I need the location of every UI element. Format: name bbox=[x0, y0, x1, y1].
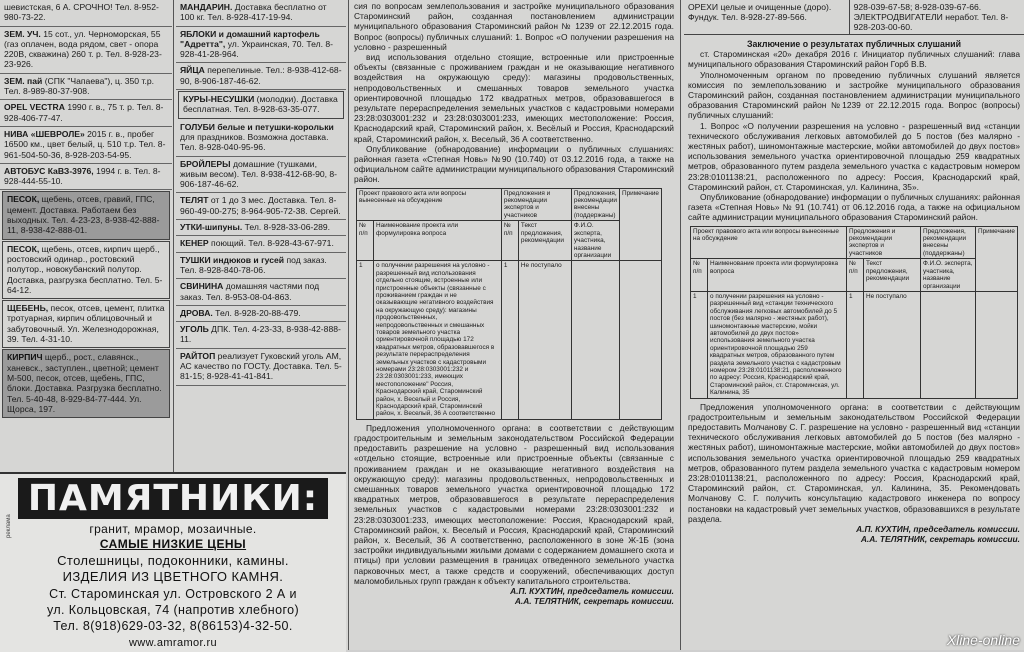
hearing-conclusion-2 bbox=[684, 0, 1024, 650]
table-header: Наименование проекта или формулировка вопроса bbox=[374, 221, 502, 261]
classified-ad: ОРЕХИ целые и очищенные (доро). Фундук. Тел. 8-928-27-89-566. bbox=[684, 0, 850, 34]
table-cell: Не поступало bbox=[518, 261, 571, 420]
signature: А.А. ТЕЛЯТНИК, секретарь комиссии. bbox=[514, 596, 674, 607]
classified-ad bbox=[2, 241, 170, 299]
ad-text: Тел. 8-928-20-88-479. bbox=[212, 307, 301, 318]
ad-text: для праздников. Возможна доставка. Тел. 8-928-040-95-96. bbox=[180, 131, 329, 153]
ad-line: Столешницы, подоконники, камины. bbox=[57, 553, 289, 568]
paragraph: Опубликование (обнародование) информации о публичных слушаниях: районная газета «Степная Новь» №90 (10.740) от 03.12.2016 года, а также на официальном сайте администрации муниципального образования Староминский район. bbox=[354, 143, 674, 185]
table-header: Проект правового акта или вопросы вынесенные на обсуждение bbox=[357, 188, 502, 221]
classified-ad bbox=[176, 349, 346, 386]
table-header: Примечание bbox=[620, 188, 662, 261]
ad-heading: КУРЫ-НЕСУШКИ bbox=[183, 94, 255, 105]
paragraph: Уполномоченным органом по проведению публичных слушаний является комиссия по землепользованию и застройке муниципального образования Староминский район, созданная постановлением администрации муниципального образования Староминский район №1239 от 22.12.2015 года. Вопрос (вопросы) публичных слушаний: bbox=[688, 69, 1020, 121]
table-row bbox=[691, 291, 1018, 398]
ad-heading: КИРПИЧ bbox=[7, 352, 43, 363]
ad-heading: МАНДАРИН. bbox=[180, 2, 233, 12]
table-cell: 1 bbox=[501, 261, 518, 420]
proposals-table bbox=[356, 188, 662, 420]
ad-text: щерб., рост., славянск., ханевск., заступлен., цветной; цемент М-500, песок, отсев, щебень, ГПС, блоки. Доставка. Разгрузка бесплатно. Тел. 5-40-48, 8-929-84-77-444. Ул. Щорса, 197. bbox=[7, 352, 162, 414]
ad-address: Ст. Староминская ул. Островского 2 А и bbox=[49, 587, 297, 601]
paragraph: ст. Староминская «20» декабря 2016 г. Инициатор публичных слушаний: глава муниципального образования Староминский район Горб В.В. bbox=[688, 49, 1020, 70]
ad-text: 2015 г. в., пробег 16500 км., цвет белый, ц. 510 т.р. Тел. 8-961-504-50-36, 8-928-203-54-95. bbox=[4, 128, 166, 160]
classified-ad bbox=[176, 193, 346, 220]
classified-ad bbox=[0, 27, 172, 74]
table-header: Проект правового акта или вопросы вынесенные на обсуждение bbox=[691, 226, 847, 259]
ad-heading: РАЙТОП bbox=[180, 350, 216, 361]
ad-heading: ГОЛУБИ белые и петушки-корольки bbox=[180, 121, 334, 132]
classified-ad bbox=[0, 164, 172, 191]
ad-heading: УТКИ-шипуны. bbox=[180, 222, 243, 233]
paragraph: Опубликование (обнародование) информации о публичных слушаниях: районная газета «Степная Новь» № 91 (10.741) от 06.12.2016 года, а также на официальном сайте администрации муниципального образования Староминский район. bbox=[688, 192, 1020, 223]
ad-text: (молодки). Доставка бесплатная. Тел. 8-928-63-35-077. bbox=[183, 94, 338, 115]
classifieds-column-2 bbox=[176, 0, 346, 470]
paragraph: Предложения уполномоченного органа: в соответствии с действующим градостроительным и земельным законодательством Российской Федерации предоставить разрешение на условно - разрешенный вид использования «отдельно стоящие, встроенные или пристроенные объекты (связанные с проживанием граждан и не оказывающие негативного воздействия на окружающую среду): магазины продовольственных, непродовольственных и смешанных товаров земельного участка ориентировочной площадью 172 квадратных метров, образовавшегося в результате перераспределения земельных участков с кадастровыми номерами 23:28:0303001:232 и 23:28:0303001:233, имеющих местоположение: Россия, Краснодарский край, Староминский район, х. Веселый и Россия, Краснодарский край, Староминский район, х. Веселый, 36 А соответственно, расположенного в зоне Ж-1Б (зона застройки индивидуальными жилыми домами с содержанием домашнего скота и птицы) при условии размещения в границах отведенного земельного участка парковочных мест, а также средств и сооружений, обеспечивающих доступ маломобильных групп граждан к объекту капитального строительства. bbox=[354, 422, 674, 586]
classified-ad bbox=[0, 127, 172, 164]
proposals-table bbox=[690, 226, 1018, 399]
classified-ad bbox=[2, 349, 170, 418]
table-header: Ф.И.О. эксперта, участника, название организации bbox=[921, 259, 976, 292]
ad-text: домашние (тушками, живым весом). Тел. 8-938-412-68-90, 8-906-187-46-62. bbox=[180, 158, 338, 190]
ad-address: ул. Кольцовская, 74 (напротив хлебного) bbox=[46, 603, 300, 617]
classified-ad: 928-039-67-58; 8-928-039-67-66. ЭЛЕКТРОДВИГАТЕЛИ неработ. Тел. 8-928-203-00-60. bbox=[853, 2, 1009, 32]
paragraph: 1. Вопрос «О получении разрешения на условно - разрешенный вид «станции технического обслуживания легковых автомобилей до 5 постов (без малярно - жестяных работ), шиномонтажные мастерские, мойки автомобилей до двух постов» использования земельного участка ориентировочной площадью 259 квадратных метров, образованного путем раздела земельного участка с кадастровым номером 23:28:0101138:21, расположенного по адресу: Россия, Краснодарский край, Староминский район, ст. Староминская, ул. Калинина, 35». bbox=[688, 120, 1020, 192]
classified-ad bbox=[176, 236, 346, 252]
column-divider bbox=[348, 0, 349, 650]
ad-heading: ЯЙЦА bbox=[180, 65, 205, 76]
signature: А.П. КУХТИН, председатель комиссии. bbox=[510, 586, 674, 597]
classifieds-column-1 bbox=[0, 0, 172, 470]
ad-text: песок, отсев, цемент, плитка тротуарная, кирпич облицовочный и забутовочный. Ул. Железнодорожная, 39. Тел. 4-31-10. bbox=[7, 303, 165, 345]
ad-text: 1990 г. в., 75 т. р. Тел. 8-928-406-77-47. bbox=[4, 102, 164, 123]
table-row bbox=[357, 261, 662, 420]
ad-text: Доставка бесплатно от 100 кг. Тел. 8-928-417-19-94. bbox=[180, 2, 327, 23]
table-header: № п/п bbox=[847, 259, 864, 292]
ad-heading: КЕНЕР bbox=[180, 238, 209, 249]
table-header: Предложения и рекомендации экспертов и участников bbox=[847, 226, 921, 259]
ad-heading: ТУШКИ индюков и гусей bbox=[180, 254, 285, 265]
ad-phone: Тел. 8(918)629-03-32, 8(86153)4-32-50. bbox=[53, 619, 293, 633]
table-header: Текст предложения, рекомендации bbox=[864, 259, 921, 292]
table-header: № п/п bbox=[501, 221, 518, 261]
table-cell bbox=[571, 261, 619, 420]
table-cell: 1 bbox=[847, 291, 864, 398]
ad-text: шевистская, 6 А. СРОЧНО! Тел. 8-952-980-73-22. bbox=[4, 2, 159, 23]
signature: А.А. ТЕЛЯТНИК, секретарь комиссии. bbox=[860, 534, 1020, 545]
ad-marker: реклама bbox=[6, 514, 12, 538]
column-divider bbox=[680, 0, 681, 650]
ad-heading: ПЕСОК, bbox=[7, 243, 40, 254]
hearing-conclusion-1 bbox=[350, 0, 678, 650]
ad-heading: ЗЕМ. пай bbox=[4, 75, 43, 86]
ad-line: гранит, мрамор, мозаичные. bbox=[89, 522, 257, 536]
paragraph: Предложения уполномоченного органа: в соответствии с действующим градостроительным и земельным законодательством Российской Федерации предоставить Молчанову С. Г. разрешение на условно - разрешенный вид «станции технического обслуживания легковых автомобилей до 5 постов (без малярно - жестяных работ), шиномонтажные мастерские, мойки автомобилей до двух постов» использования земельного участка ориентировочной площадью 259 квадратных метров, образованного путем раздела земельного участка с кадастровым номером 23:28:0101138:21, расположенного по адресу: Россия, Краснодарский край, Староминский район, ст. Староминская, ул. Калинина, 35. Рекомендовать Молчанову С. Г. получить консультацию кадастрового инженера по вопросу постановки на кадастровый учет земельных участков, образовавшихся в результате раздела. bbox=[688, 401, 1020, 524]
ad-heading: ЩЕБЕНЬ, bbox=[7, 303, 49, 314]
classified-ad bbox=[176, 120, 346, 157]
ad-heading: ЗЕМ. УЧ. bbox=[4, 28, 41, 39]
top-classifieds bbox=[684, 0, 1024, 35]
paragraph: вид использования отдельно стоящие, встроенные или пристроенные объекты (связанные с проживанием граждан и не оказывающие негативного воздействия на окружающую среду): магазины продовольственных, непродовольственных и смешанных товаров земельного участка ориентировочной площадью 172 квадратных метров, образовавшегося в результате перераспределения земельных участков с кадастровыми номерами 23:28:0303001:232 и 23:28:0303001:233, имеющих местоположение: Россия, Краснодарский край, Староминский район, х. Весёлый и Россия, Краснодарский край, Староминский район, х. Веселый, 36 А соответственно. bbox=[354, 52, 674, 144]
classified-ad bbox=[178, 91, 344, 119]
classified-ad bbox=[176, 157, 346, 194]
ad-line: САМЫЕ НИЗКИЕ ЦЕНЫ bbox=[99, 537, 247, 551]
ad-heading: АВТОБУС КаВЗ-3976, bbox=[4, 165, 94, 176]
ad-text: перепелиные. Тел.: 8-938-412-68-90, 8-906-187-46-62. bbox=[180, 65, 342, 86]
table-cell: о получении разрешения на условно - разрешенный вид «станции технического обслуживания легковых автомобилей до 5 постов (без малярно - жестяных работ), шиномонтажные мастерские, мойки автомобилей до двух постов» использования земельного участка ориентировочной площадью 259 квадратных метров, образованного путем раздела земельного участка с кадастровым номером 23:28:0101138:21, расположенного по адресу: Россия, Краснодарский край, Староминский район, ст. Староминская, ул. Калинина, 35 bbox=[708, 291, 847, 398]
table-header: Ф.И.О. эксперта, участника, название организации bbox=[571, 221, 619, 261]
ad-heading: OPEL VECTRA bbox=[4, 102, 65, 113]
table-cell bbox=[976, 291, 1018, 398]
classified-ad bbox=[176, 279, 346, 306]
ad-text: домашняя частями под заказ. Тел. 8-953-08-04-863. bbox=[180, 281, 320, 302]
table-cell: о получении разрешения на условно - разрешенный вид использования отдельно стоящие, встроенные или пристроенные объекты (связанные с проживанием граждан и не оказывающие негативного воздействия на окружающую среду): магазины продовольственных, непродовольственных и смешанных товаров земельного участка ориентировочной площадью 172 квадратных метров, образовавшегося в результате перераспределения земельных участков с кадастровыми номерами 23:28:0303001:232 и 23:28:0303001:233, имеющих местоположение" Россия, Краснодарский край, Староминский район, х. Веселый и Россия, Краснодарский край, Староминский район, х. Веселый, 36 А соответственно bbox=[374, 261, 502, 420]
table-cell: 1 bbox=[357, 261, 374, 420]
ad-text: ул. Украинская, 70. Тел. 8-928-41-28-964. bbox=[180, 38, 334, 60]
monument-advertisement bbox=[0, 472, 346, 652]
ad-text: щебень, отсев, кирпич щерб., ростовский одинар., ростовский полутор., новокубанский полутор. Доставка, разгрузка бесплатно. Тел. 5-64-12. bbox=[7, 243, 163, 295]
classified-ad bbox=[176, 322, 346, 349]
table-cell: 1 bbox=[691, 291, 708, 398]
ad-heading: УГОЛЬ bbox=[180, 324, 209, 335]
ad-heading: БРОЙЛЕРЫ bbox=[180, 158, 231, 169]
classified-ad bbox=[176, 0, 346, 27]
ad-text: реализует Гуковский уголь АМ, АС качество по ГОСТу. Доставка. Тел. 5-81-15; 8-928-41-41-841. bbox=[180, 350, 342, 382]
classified-ad bbox=[176, 220, 346, 236]
table-header: № п/п bbox=[357, 221, 374, 261]
ad-heading: ЯБЛОКИ и домашний картофель "Адретта", bbox=[180, 28, 320, 49]
section-heading: Заключение о результатах публичных слушаний bbox=[746, 39, 961, 49]
classified-ad bbox=[176, 306, 346, 322]
ad-heading: СВИНИНА bbox=[180, 281, 224, 292]
classified-ad bbox=[2, 300, 170, 348]
table-header: Предложения, рекомендации внесены (поддержаны) bbox=[571, 188, 619, 221]
table-cell bbox=[921, 291, 976, 398]
ad-heading: ТЕЛЯТ bbox=[180, 195, 209, 206]
table-header: № п/п bbox=[691, 259, 708, 292]
signature: А.П. КУХТИН, председатель комиссии. bbox=[856, 524, 1020, 535]
watermark: Xline-online bbox=[946, 632, 1020, 648]
classified-ad bbox=[176, 27, 346, 64]
ad-text: Тел. 8-928-33-06-289. bbox=[242, 222, 331, 233]
classified-ad bbox=[176, 63, 346, 90]
ad-text: 1994 г. в. Тел. 8-928-444-55-10. bbox=[4, 165, 161, 187]
ad-title: ПАМЯТНИКИ: bbox=[0, 478, 346, 519]
classified-ad bbox=[0, 100, 172, 127]
ad-text: щебень, отсев, гравий, ГПС, цемент. Доставка. Работаем без выходных. Тел. 4-23-23, 8-938-42-888-11, 8-938-42-888-01. bbox=[7, 194, 160, 236]
table-header: Предложения, рекомендации внесены (поддержаны) bbox=[921, 226, 976, 259]
ad-text: 15 сот., ул. Черноморская, 55 (газ оплачен, вода рядом, свет - опора 220В, скважина) 260 т. р. Тел. 8-928-23-23-926. bbox=[4, 28, 162, 70]
ad-text: (СПК "Чапаева"), ц. 350 т.р. Тел. 8-989-80-37-908. bbox=[4, 75, 155, 97]
ad-line: ИЗДЕЛИЯ ИЗ ЦВЕТНОГО КАМНЯ. bbox=[62, 569, 284, 584]
table-cell bbox=[620, 261, 662, 420]
table-header: Наименование проекта или формулировка вопроса bbox=[708, 259, 847, 292]
ad-text: от 1 до 3 мес. Доставка. Тел. 8-960-49-00-275; 8-964-905-72-38. Сергей. bbox=[180, 195, 341, 216]
table-header: Текст предложения, рекомендации bbox=[518, 221, 571, 261]
classified-ad bbox=[0, 74, 172, 101]
table-header: Предложения и рекомендации экспертов и участников bbox=[501, 188, 571, 221]
ad-text: под заказ. Тел. 8-928-840-78-06. bbox=[180, 254, 327, 275]
ad-heading: ПЕСОК, bbox=[7, 194, 40, 205]
ad-website: www.amramor.ru bbox=[128, 637, 218, 649]
ad-heading: НИВА «ШЕВРОЛЕ» bbox=[4, 128, 85, 139]
classified-ad bbox=[0, 0, 172, 27]
ad-text: поющий. Тел. 8-928-43-67-971. bbox=[208, 238, 334, 249]
ad-heading: ДРОВА. bbox=[180, 307, 213, 318]
ad-text: ДПК. Тел. 4-23-33, 8-938-42-888-11. bbox=[180, 324, 341, 345]
table-cell: Не поступало bbox=[864, 291, 921, 398]
paragraph: сия по вопросам землепользования и застройке муниципального образования Староминский район, созданная постановлением администрации муниципального образования Староминский район № 1239 от 22.12.2015 года. Вопрос (вопросы) публичных слушаний: 1. Вопрос «О получении разрешения на условно - разрешенный bbox=[354, 1, 674, 52]
table-header: Примечание bbox=[976, 226, 1018, 291]
classified-ad bbox=[2, 191, 170, 239]
classified-ad bbox=[176, 253, 346, 280]
